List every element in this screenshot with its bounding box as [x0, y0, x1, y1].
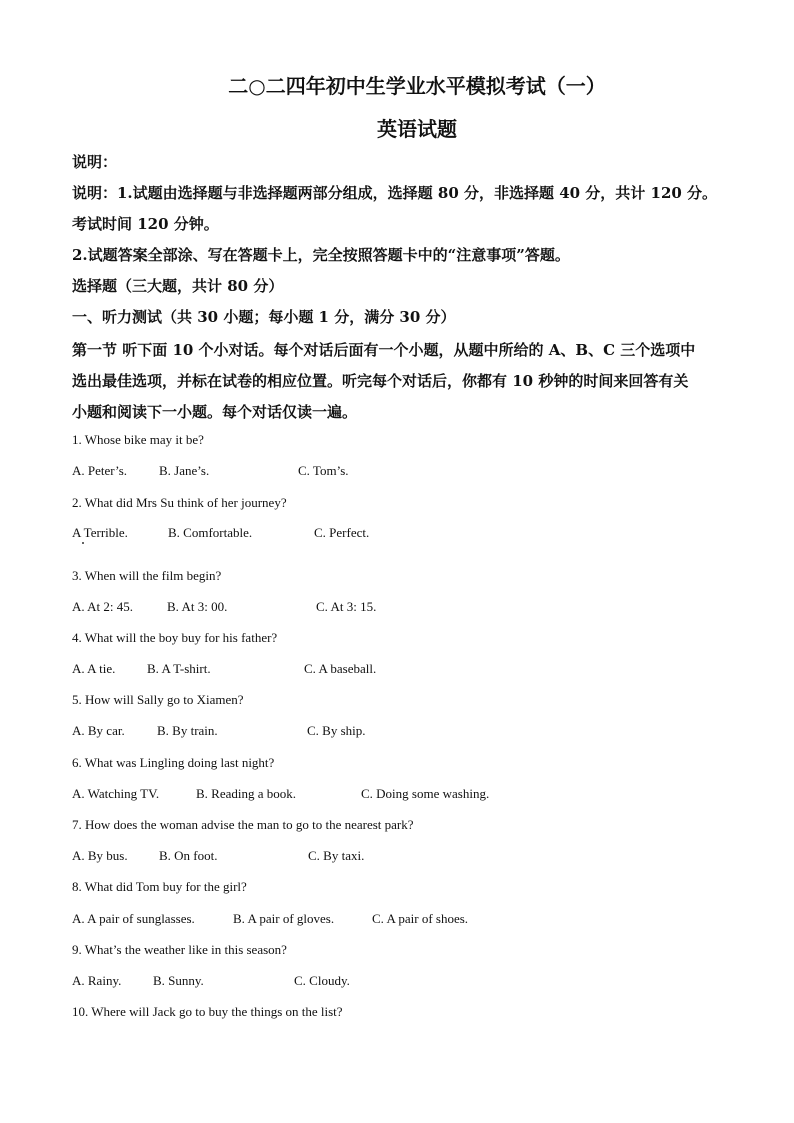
stray-dot-mark	[82, 542, 84, 544]
question-5-option-b: B. By train.	[157, 723, 218, 738]
instructions-line-2: 考试时间 120 分钟。	[72, 215, 219, 233]
question-1-option-c: C. Tom’s.	[298, 463, 349, 478]
question-9-option-a: A. Rainy.	[72, 973, 122, 988]
exam-subtitle: 英语试题	[377, 117, 457, 141]
question-9: 9. What’s the weather like in this season?	[72, 942, 287, 957]
question-3-option-a: A. At 2: 45.	[72, 599, 134, 614]
question-9-option-b: B. Sunny.	[153, 973, 204, 988]
question-5-option-a: A. By car.	[72, 723, 125, 738]
part1-heading: 一、听力测试（共 30 小题；每小题 1 分，满分 30 分）	[72, 308, 456, 326]
part1-description-1: 第一节 听下面 10 个小对话。每个对话后面有一个小题，从题中所给的 A、B、C 三个选项中	[72, 341, 696, 359]
question-6-option-c: C. Doing some washing.	[361, 786, 490, 801]
question-7: 7. How does the woman advise the man to go to the nearest park?	[72, 817, 414, 832]
instructions-line-3: 2.试题答案全部涂、写在答题卡上，完全按照答题卡中的“注意事项”答题。	[72, 246, 570, 264]
question-5-option-c: C. By ship.	[307, 723, 366, 738]
question-3: 3. When will the film begin?	[72, 568, 222, 583]
exam-title: 二○二四年初中生学业水平模拟考试（一）	[228, 74, 606, 98]
question-8-option-b: B. A pair of gloves.	[233, 911, 335, 926]
question-9-option-c: C. Cloudy.	[294, 973, 350, 988]
question-5: 5. How will Sally go to Xiamen?	[72, 692, 244, 707]
question-8-option-c: C. A pair of shoes.	[372, 911, 469, 926]
question-4-option-b: B. A T-shirt.	[147, 661, 211, 676]
question-4-option-a: A. A tie.	[72, 661, 116, 676]
question-2: 2. What did Mrs Su think of her journey?	[72, 495, 287, 510]
part1-description-2: 选出最佳选项，并标在试卷的相应位置。听完每个对话后，你都有 10 秒钟的时间来回答有关	[72, 372, 689, 390]
question-8: 8. What did Tom buy for the girl?	[72, 879, 247, 894]
question-1-option-a: A. Peter’s.	[72, 463, 128, 478]
question-4: 4. What will the boy buy for his father?	[72, 630, 278, 645]
section-choice-heading: 选择题（三大题，共计 80 分）	[72, 277, 284, 295]
instructions-heading: 说明：	[72, 153, 118, 171]
part1-description-3: 小题和阅读下一小题。每个对话仅读一遍。	[72, 403, 358, 421]
question-7-option-b: B. On foot.	[159, 848, 218, 863]
question-2-option-c: C. Perfect.	[314, 525, 370, 540]
instructions-line-1: 说明：1.试题由选择题与非选择题两部分组成，选择题 80 分，非选择题 40 分，共计 120 分。	[72, 184, 718, 202]
question-7-option-a: A. By bus.	[72, 848, 128, 863]
question-3-option-c: C. At 3: 15.	[316, 599, 377, 614]
question-2-option-b: B. Comfortable.	[168, 525, 253, 540]
question-6: 6. What was Lingling doing last night?	[72, 755, 275, 770]
question-3-option-b: B. At 3: 00.	[167, 599, 228, 614]
question-2-option-a: A Terrible.	[72, 525, 128, 540]
question-6-option-a: A. Watching TV.	[72, 786, 160, 801]
question-10: 10. Where will Jack go to buy the things on the list?	[72, 1004, 343, 1019]
question-1-option-b: B. Jane’s.	[159, 463, 210, 478]
question-8-option-a: A. A pair of sunglasses.	[72, 911, 195, 926]
question-6-option-b: B. Reading a book.	[196, 786, 297, 801]
question-1: 1. Whose bike may it be?	[72, 432, 204, 447]
question-4-option-c: C. A baseball.	[304, 661, 377, 676]
question-7-option-c: C. By taxi.	[308, 848, 365, 863]
